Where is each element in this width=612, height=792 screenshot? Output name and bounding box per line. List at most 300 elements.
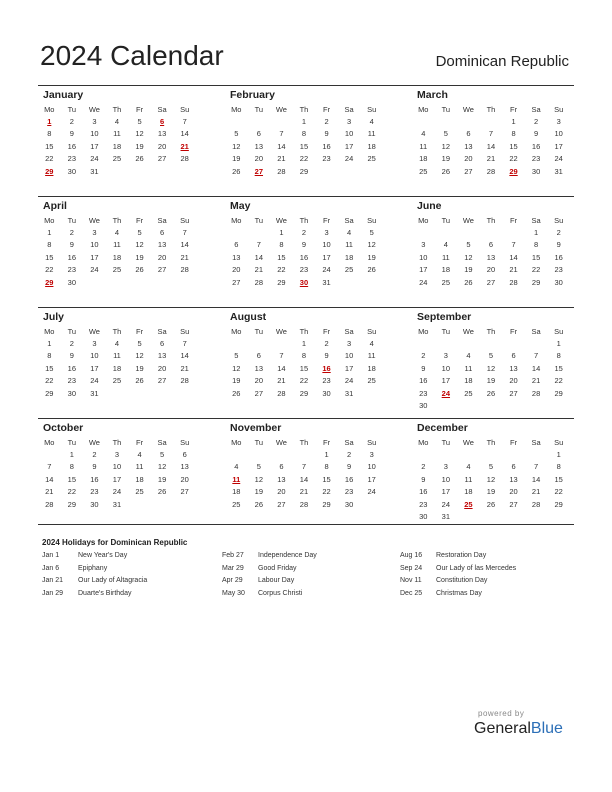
- week-row: [38, 115, 196, 128]
- week-row: [412, 362, 570, 375]
- month-name: September: [417, 311, 472, 323]
- month-table: [412, 436, 570, 523]
- empty-day-cell: [502, 400, 525, 413]
- day-cell: 8: [324, 462, 329, 472]
- day-cell: 2: [421, 462, 426, 472]
- holiday-item: [222, 565, 392, 578]
- day-cell: 7: [182, 338, 187, 348]
- holiday-column: [400, 552, 570, 602]
- empty-day-cell: [480, 226, 503, 239]
- week-row: [412, 128, 570, 141]
- day-cell: 25: [344, 265, 354, 275]
- calendar-grid: [38, 85, 574, 529]
- empty-day-cell: [457, 511, 480, 524]
- day-cell: 3: [347, 116, 352, 126]
- weekday-header: Tu: [254, 437, 264, 447]
- day-cell: 5: [160, 449, 165, 459]
- weekday-header: Su: [554, 215, 564, 225]
- day-cell: 13: [254, 141, 264, 151]
- holiday-date: May 30: [222, 589, 245, 597]
- day-cell: 15: [322, 474, 331, 484]
- empty-day-cell: [128, 165, 151, 178]
- empty-day-cell: [457, 400, 480, 413]
- day-cell: 8: [556, 462, 561, 472]
- day-cell: 21: [531, 376, 541, 386]
- weekday-header: Su: [180, 437, 190, 447]
- day-cell: 22: [322, 487, 331, 497]
- day-cell: 3: [92, 338, 97, 348]
- holiday-date: Nov 11: [400, 577, 422, 584]
- day-cell: 9: [69, 240, 74, 250]
- week-row: [38, 362, 196, 375]
- day-cell: 16: [90, 474, 99, 484]
- day-cell: 11: [232, 474, 241, 484]
- day-cell: 13: [157, 351, 167, 361]
- weekday-header: Sa: [157, 104, 167, 114]
- weekday-header: Th: [112, 326, 122, 336]
- day-cell: 15: [531, 252, 541, 262]
- day-cell: 12: [486, 363, 496, 373]
- month-may: [225, 197, 383, 289]
- day-cell: 31: [90, 166, 99, 176]
- day-cell: 15: [277, 252, 286, 262]
- day-cell: 22: [67, 487, 77, 497]
- day-cell: 22: [45, 154, 54, 164]
- weekday-header: Mo: [231, 326, 242, 336]
- day-cell: 22: [509, 154, 518, 164]
- day-cell: 15: [45, 363, 54, 373]
- day-cell: 24: [112, 487, 122, 497]
- day-cell: 3: [347, 338, 352, 348]
- day-cell: 16: [419, 487, 428, 497]
- day-cell: 20: [509, 376, 518, 386]
- week-row: [225, 276, 383, 289]
- day-cell: 2: [556, 227, 561, 237]
- weekday-header: Th: [299, 437, 309, 447]
- weekday-header: We: [462, 215, 474, 225]
- empty-day-cell: [360, 498, 383, 511]
- day-cell: 4: [466, 351, 471, 361]
- day-cell: 18: [464, 376, 473, 386]
- week-row: [38, 264, 196, 277]
- month-july: [38, 308, 196, 400]
- day-cell: 4: [137, 449, 142, 459]
- weekday-header: Th: [486, 215, 496, 225]
- week-row: [225, 337, 383, 350]
- week-row: [412, 461, 570, 474]
- day-cell: 1: [324, 449, 329, 459]
- day-cell: 24: [441, 388, 451, 398]
- day-cell: 17: [112, 474, 122, 484]
- empty-day-cell: [151, 276, 174, 289]
- day-cell: 22: [554, 487, 563, 497]
- holiday-name: Independence Day: [258, 552, 317, 559]
- empty-day-cell: [412, 115, 435, 128]
- weekday-header: Tu: [441, 215, 451, 225]
- month-march: [412, 86, 570, 178]
- day-cell: 24: [554, 154, 563, 164]
- month-name: October: [43, 422, 84, 434]
- day-cell: 8: [47, 129, 52, 139]
- week-row: [225, 498, 383, 511]
- holiday-name: Our Lady of Altagracia: [78, 577, 148, 584]
- day-cell: 28: [180, 376, 189, 386]
- day-cell: 18: [135, 474, 144, 484]
- day-cell: 10: [344, 129, 354, 139]
- day-cell: 4: [369, 116, 374, 126]
- weekday-header: We: [462, 437, 474, 447]
- weekday-header: Sa: [344, 215, 354, 225]
- empty-day-cell: [412, 448, 435, 461]
- week-row: [38, 461, 196, 474]
- day-cell: 19: [464, 265, 473, 275]
- day-cell: 29: [45, 166, 54, 176]
- weekday-header: We: [275, 215, 287, 225]
- day-cell: 25: [112, 265, 122, 275]
- generalblue-logo: [474, 720, 563, 738]
- holiday-date: Jan 21: [42, 577, 64, 584]
- brand-general: General: [474, 720, 531, 737]
- day-cell: 12: [367, 240, 376, 250]
- empty-day-cell: [525, 337, 548, 350]
- weekday-header: Mo: [231, 437, 242, 447]
- day-cell: 28: [509, 277, 518, 287]
- day-cell: 23: [554, 265, 563, 275]
- empty-day-cell: [293, 448, 316, 461]
- day-cell: 25: [232, 499, 241, 509]
- day-cell: 12: [232, 141, 241, 151]
- day-cell: 19: [254, 487, 264, 497]
- day-cell: 7: [279, 351, 284, 361]
- day-cell: 3: [114, 449, 120, 459]
- weekday-header: Mo: [44, 104, 55, 114]
- day-cell: 7: [534, 462, 539, 472]
- month-name: June: [417, 200, 442, 212]
- day-cell: 11: [367, 129, 376, 139]
- day-cell: 22: [554, 376, 563, 386]
- day-cell: 29: [322, 499, 331, 509]
- day-cell: 29: [45, 277, 54, 287]
- weekday-header: We: [462, 104, 474, 114]
- holiday-date: Aug 16: [400, 552, 423, 559]
- day-cell: 25: [464, 499, 473, 509]
- weekday-header: Sa: [531, 215, 541, 225]
- day-cell: 16: [67, 363, 77, 373]
- month-table: [412, 325, 570, 412]
- day-cell: 1: [47, 227, 52, 237]
- weekday-header: Mo: [418, 326, 429, 336]
- day-cell: 31: [554, 166, 563, 176]
- weekday-header: We: [88, 215, 100, 225]
- day-cell: 11: [113, 351, 121, 361]
- month-name: December: [417, 422, 468, 434]
- empty-day-cell: [173, 387, 196, 400]
- day-cell: 7: [182, 227, 187, 237]
- week-row: [412, 276, 570, 289]
- day-cell: 8: [69, 462, 74, 472]
- weekday-header: Tu: [67, 326, 77, 336]
- month-name: January: [43, 89, 84, 101]
- empty-day-cell: [360, 387, 383, 400]
- day-cell: 23: [67, 376, 77, 386]
- weekday-header: Sa: [344, 437, 354, 447]
- day-cell: 12: [254, 474, 264, 484]
- day-cell: 17: [322, 252, 331, 262]
- holiday-list-title: 2024 Holidays for Dominican Republic: [42, 538, 188, 547]
- day-cell: 8: [534, 240, 539, 250]
- calendar-row: [38, 418, 574, 529]
- day-cell: 28: [486, 166, 496, 176]
- day-cell: 21: [180, 252, 189, 262]
- week-row: [38, 276, 196, 289]
- weekday-header: Fr: [509, 215, 518, 225]
- day-cell: 21: [254, 265, 264, 275]
- day-cell: 3: [421, 240, 426, 250]
- day-cell: 14: [486, 141, 496, 151]
- week-row: [225, 375, 383, 388]
- day-cell: 1: [301, 116, 307, 126]
- day-cell: 28: [299, 499, 309, 509]
- holiday-date: Feb 27: [222, 552, 244, 559]
- day-cell: 8: [301, 351, 307, 361]
- day-cell: 12: [135, 129, 144, 139]
- weekday-header: Su: [367, 215, 377, 225]
- day-cell: 5: [234, 351, 239, 361]
- day-cell: 15: [45, 252, 54, 262]
- month-table: [38, 325, 196, 400]
- day-cell: 9: [301, 240, 307, 250]
- day-cell: 15: [509, 141, 518, 151]
- day-cell: 14: [531, 363, 541, 373]
- day-cell: 9: [421, 474, 426, 484]
- day-cell: 10: [90, 129, 99, 139]
- week-row: [225, 362, 383, 375]
- day-cell: 27: [157, 376, 167, 386]
- day-cell: 6: [182, 449, 187, 459]
- month-name: March: [417, 89, 448, 101]
- weekday-header: We: [462, 326, 474, 336]
- day-cell: 17: [441, 487, 451, 497]
- week-row: [412, 448, 570, 461]
- empty-day-cell: [38, 448, 61, 461]
- week-row: [38, 486, 196, 499]
- empty-day-cell: [457, 448, 480, 461]
- month-october: [38, 419, 196, 511]
- day-cell: 21: [299, 487, 309, 497]
- empty-day-cell: [525, 448, 548, 461]
- day-cell: 29: [45, 388, 54, 398]
- day-cell: 1: [556, 338, 561, 348]
- week-row: [225, 264, 383, 277]
- day-cell: 29: [277, 277, 286, 287]
- day-cell: 19: [135, 363, 144, 373]
- day-cell: 26: [441, 166, 451, 176]
- day-cell: 17: [344, 363, 354, 373]
- holiday-name: Duarte's Birthday: [78, 589, 132, 597]
- day-cell: 18: [464, 487, 473, 497]
- day-cell: 14: [277, 363, 286, 373]
- week-row: [412, 264, 570, 277]
- day-cell: 11: [464, 474, 473, 484]
- day-cell: 19: [157, 474, 167, 484]
- day-cell: 29: [554, 388, 563, 398]
- day-cell: 6: [160, 227, 165, 237]
- day-cell: 18: [419, 154, 428, 164]
- empty-day-cell: [525, 400, 548, 413]
- day-cell: 3: [92, 227, 97, 237]
- day-cell: 26: [254, 499, 264, 509]
- day-cell: 18: [232, 487, 241, 497]
- day-cell: 8: [556, 351, 561, 361]
- day-cell: 9: [347, 462, 352, 472]
- weekday-header: Th: [299, 326, 309, 336]
- day-cell: 5: [488, 351, 494, 361]
- day-cell: 9: [534, 129, 539, 139]
- day-cell: 28: [45, 499, 54, 509]
- day-cell: 20: [180, 474, 189, 484]
- empty-day-cell: [315, 165, 338, 178]
- empty-day-cell: [151, 498, 174, 511]
- week-row: [38, 498, 196, 511]
- day-cell: 24: [344, 376, 354, 386]
- month-name: July: [43, 311, 65, 323]
- week-row: [412, 400, 570, 413]
- empty-day-cell: [248, 115, 271, 128]
- day-cell: 15: [554, 363, 563, 373]
- holiday-name: Restoration Day: [436, 552, 487, 559]
- empty-day-cell: [270, 448, 293, 461]
- day-cell: 23: [67, 265, 77, 275]
- day-cell: 27: [254, 166, 264, 176]
- holiday-date: Sep 24: [400, 564, 423, 572]
- weekday-header: Tu: [254, 215, 264, 225]
- week-row: [38, 251, 196, 264]
- holiday-item: [400, 552, 570, 565]
- empty-day-cell: [225, 448, 248, 461]
- day-cell: 24: [90, 265, 99, 275]
- month-name: November: [230, 422, 282, 434]
- day-cell: 29: [554, 499, 563, 509]
- weekday-header: Su: [367, 104, 377, 114]
- day-cell: 2: [421, 351, 426, 361]
- day-cell: 16: [554, 252, 563, 262]
- day-cell: 13: [509, 363, 518, 373]
- day-cell: 21: [180, 363, 189, 373]
- weekday-header: Fr: [509, 437, 518, 447]
- empty-day-cell: [457, 115, 480, 128]
- day-cell: 6: [279, 462, 284, 472]
- day-cell: 9: [324, 351, 329, 361]
- week-row: [38, 350, 196, 363]
- month-august: [225, 308, 383, 400]
- day-cell: 19: [367, 252, 376, 262]
- day-cell: 21: [45, 487, 54, 497]
- holiday-item: [400, 590, 570, 603]
- week-row: [225, 486, 383, 499]
- day-cell: 5: [137, 338, 142, 348]
- week-row: [225, 140, 383, 153]
- empty-day-cell: [412, 226, 435, 239]
- empty-day-cell: [248, 337, 271, 350]
- weekday-header: Mo: [44, 215, 55, 225]
- week-row: [225, 226, 383, 239]
- day-cell: 12: [464, 252, 473, 262]
- day-cell: 30: [554, 277, 563, 287]
- day-cell: 10: [90, 351, 99, 361]
- weekday-header: Sa: [531, 326, 541, 336]
- weekday-header: Sa: [531, 104, 541, 114]
- day-cell: 21: [180, 141, 189, 151]
- holiday-name: Constitution Day: [436, 577, 488, 584]
- day-cell: 13: [157, 129, 167, 139]
- week-row: [38, 375, 196, 388]
- day-cell: 1: [556, 449, 561, 459]
- holiday-item: [222, 590, 392, 603]
- day-cell: 6: [160, 338, 165, 348]
- day-cell: 20: [509, 487, 518, 497]
- week-row: [225, 153, 383, 166]
- day-cell: 19: [441, 154, 451, 164]
- empty-day-cell: [502, 511, 525, 524]
- calendar-row: [38, 85, 574, 196]
- empty-day-cell: [502, 448, 525, 461]
- day-cell: 28: [277, 166, 286, 176]
- empty-day-cell: [106, 387, 129, 400]
- day-cell: 24: [419, 277, 428, 287]
- day-cell: 24: [90, 154, 99, 164]
- day-cell: 10: [322, 240, 331, 250]
- day-cell: 20: [157, 252, 167, 262]
- day-cell: 7: [47, 462, 52, 472]
- day-cell: 27: [157, 154, 167, 164]
- day-cell: 12: [135, 240, 144, 250]
- empty-day-cell: [435, 226, 458, 239]
- day-cell: 25: [419, 166, 428, 176]
- day-cell: 20: [157, 141, 167, 151]
- day-cell: 5: [488, 462, 494, 472]
- day-cell: 14: [277, 141, 286, 151]
- holiday-item: [222, 577, 392, 590]
- empty-day-cell: [525, 511, 548, 524]
- month-table: [225, 325, 383, 400]
- holiday-name: Good Friday: [258, 564, 297, 572]
- weekday-header: Fr: [322, 437, 331, 447]
- day-cell: 9: [69, 129, 74, 139]
- week-row: [225, 251, 383, 264]
- day-cell: 3: [324, 227, 329, 237]
- day-cell: 13: [254, 363, 264, 373]
- empty-day-cell: [360, 165, 383, 178]
- holiday-date: Dec 25: [400, 589, 423, 597]
- day-cell: 11: [419, 141, 428, 151]
- day-cell: 27: [180, 487, 189, 497]
- day-cell: 27: [509, 499, 518, 509]
- day-cell: 18: [112, 141, 122, 151]
- day-cell: 31: [441, 512, 451, 522]
- day-cell: 14: [254, 252, 264, 262]
- day-cell: 10: [419, 252, 428, 262]
- month-table: [38, 214, 196, 289]
- week-row: [38, 337, 196, 350]
- week-row: [412, 473, 570, 486]
- day-cell: 31: [112, 499, 122, 509]
- day-cell: 12: [135, 351, 144, 361]
- day-cell: 6: [256, 129, 261, 139]
- day-cell: 2: [534, 116, 539, 126]
- day-cell: 26: [135, 265, 144, 275]
- weekday-header: Tu: [67, 104, 77, 114]
- weekday-header: Su: [554, 326, 564, 336]
